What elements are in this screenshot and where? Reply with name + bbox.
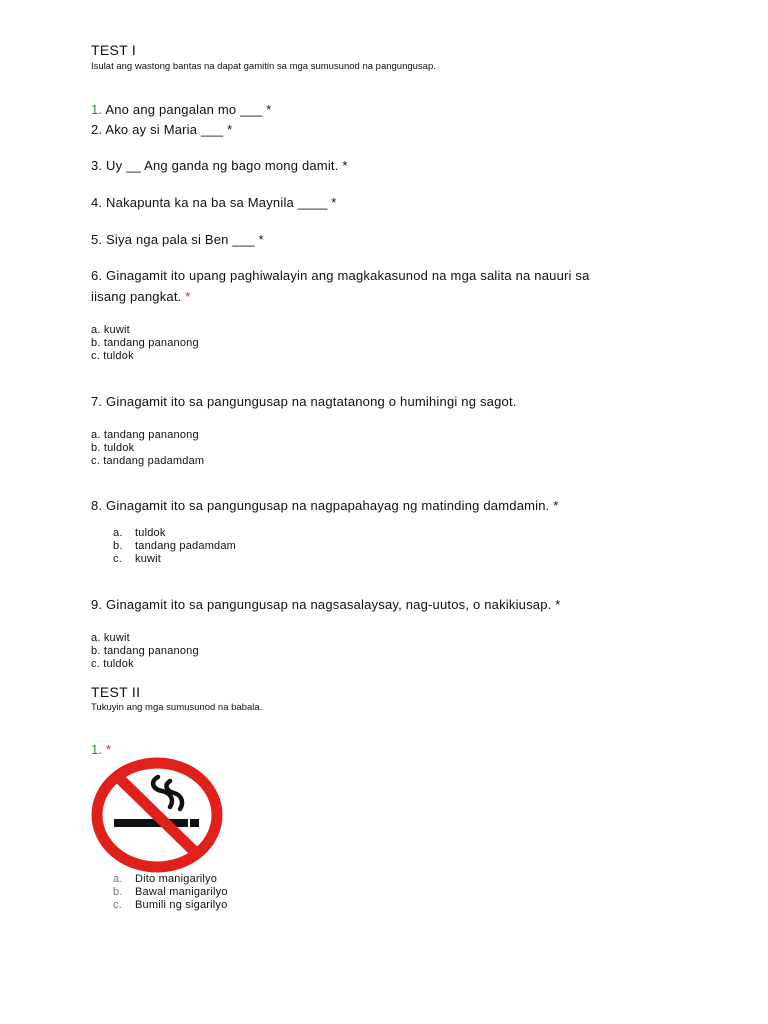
question-6-options (91, 324, 199, 363)
question-7-options (91, 429, 204, 468)
option: a. tandang pananong (91, 429, 199, 441)
test2-question-1-number: 1. (91, 742, 103, 757)
question-3: 3. Uy __ Ang ganda ng bago mong damit. * (91, 158, 348, 173)
option: c. tuldok (91, 350, 134, 362)
option-letter: b. (113, 886, 123, 898)
required-star: * (185, 289, 191, 304)
question-8-options (113, 527, 236, 566)
option: a. kuwit (91, 632, 130, 644)
test1-title: TEST I (91, 42, 137, 58)
option-letter: a. (113, 873, 123, 885)
question-1-text: Ano ang pangalan mo ___ * (102, 102, 272, 117)
option-label: Bawal manigarilyo (135, 886, 228, 898)
test2-title: TEST II (91, 684, 141, 700)
question-5: 5. Siya nga pala si Ben ___ * (91, 232, 264, 247)
option-label: Dito manigarilyo (135, 873, 218, 885)
option: b. tuldok (91, 442, 135, 454)
question-6-line-2 (91, 289, 191, 304)
option: a. kuwit (91, 324, 130, 336)
question-6-line-2-text: iisang pangkat. (91, 289, 186, 304)
question-4: 4. Nakapunta ka na ba sa Maynila ____ * (91, 195, 337, 210)
required-star: * (102, 742, 112, 757)
test2-question-1 (91, 742, 111, 757)
question-9: 9. Ginagamit ito sa pangungusap na nagsasalaysay, nag-uutos, o nakikiusap. * (91, 597, 561, 612)
option (113, 899, 228, 912)
option-letter: a. (113, 527, 123, 539)
option-letter: c. (113, 553, 122, 565)
option: c. tandang padamdam (91, 455, 205, 467)
question-7: 7. Ginagamit ito sa pangungusap na nagtatanong o humihingi ng sagot. (91, 394, 517, 409)
option (113, 886, 228, 899)
question-8: 8. Ginagamit ito sa pangungusap na nagpapahayag ng matinding damdamin. * (91, 498, 559, 513)
option: c. tuldok (91, 658, 134, 670)
option-letter: c. (113, 899, 122, 911)
option-label: tuldok (135, 527, 166, 539)
test2-question-1-options (113, 873, 228, 912)
option-label: kuwit (135, 553, 162, 565)
question-2: 2. Ako ay si Maria ___ * (91, 122, 233, 137)
option: b. tandang pananong (91, 645, 199, 657)
test2-instruction: Tukuyin ang mga sumusunod na babala. (91, 702, 263, 713)
question-9-options (91, 632, 199, 671)
option (113, 873, 228, 886)
question-6-line-1: 6. Ginagamit ito upang paghiwalayin ang magkakasunod na mga salita na nauuri sa (91, 268, 590, 283)
question-1-number: 1. (91, 102, 103, 117)
option-label: Bumili ng sigarilyo (135, 899, 228, 911)
option-label: tandang padamdam (135, 540, 237, 552)
test1-instruction: Isulat ang wastong bantas na dapat gamitin sa mga sumusunod na pangungusap. (91, 61, 436, 72)
option (113, 540, 236, 553)
option: b. tandang pananong (91, 337, 199, 349)
option-letter: b. (113, 540, 123, 552)
option (113, 527, 236, 540)
option (113, 553, 236, 566)
no-smoking-sign-icon (90, 757, 224, 873)
question-1 (91, 102, 272, 117)
